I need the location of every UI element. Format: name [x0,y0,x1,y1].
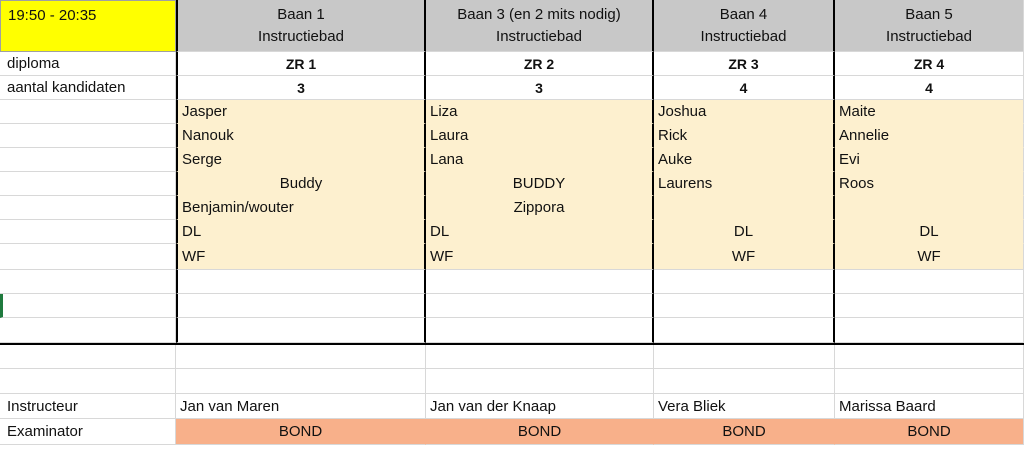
empty-cell[interactable] [0,294,176,318]
empty-cell[interactable] [835,369,1024,394]
instructeur-label: Instructeur [7,397,78,415]
empty-cell[interactable] [426,318,654,343]
empty-cell[interactable] [176,318,426,343]
name-cell[interactable] [654,172,835,196]
name-cell[interactable] [426,124,654,148]
diploma-label-cell[interactable] [0,52,176,76]
examinator-cell[interactable] [426,419,654,445]
candidate-name: Serge [182,151,223,168]
empty-cell[interactable] [654,369,835,394]
empty-cell[interactable] [835,318,1024,343]
candidates-cell-3[interactable] [654,76,835,100]
empty-cell[interactable] [835,270,1024,294]
lane-4-title: Baan 5 [905,6,953,23]
empty-cell[interactable] [426,294,654,318]
diploma-row [0,52,1024,76]
candidate-name: WF [430,248,454,265]
name-row-6 [0,220,1024,244]
empty-cell[interactable] [654,345,835,369]
row-label-cell[interactable] [0,124,176,148]
diploma-cell-2[interactable] [426,52,654,76]
empty-cell[interactable] [176,345,426,369]
empty-row [0,318,1024,345]
name-cell[interactable] [835,244,1024,270]
name-cell[interactable] [176,124,426,148]
instructeur-name: Jan van Maren [180,397,280,415]
examinator-label: Examinator [7,423,83,440]
candidates-count: 3 [535,79,543,96]
name-row-3 [0,148,1024,172]
empty-row [0,369,1024,394]
name-cell[interactable] [426,196,654,220]
empty-cell[interactable] [0,318,176,343]
name-cell[interactable] [426,220,654,244]
time-range-cell[interactable] [0,0,176,52]
name-row-4 [0,172,1024,196]
name-cell[interactable] [835,196,1024,220]
name-cell[interactable] [176,220,426,244]
empty-cell[interactable] [0,369,176,394]
candidates-cell-2[interactable] [426,76,654,100]
empty-cell[interactable] [426,369,654,394]
instructeur-name: Vera Bliek [658,397,726,415]
empty-cell[interactable] [0,345,176,369]
candidate-name: Joshua [658,103,707,120]
name-cell[interactable] [835,220,1024,244]
empty-row [0,270,1024,294]
candidate-name: Lana [430,151,464,168]
name-cell[interactable] [654,148,835,172]
diploma-value: ZR 3 [728,55,759,72]
candidate-name: DL [919,223,939,240]
instructeur-cell[interactable] [426,394,654,419]
diploma-label: diploma [7,55,60,72]
examinator-value: BOND [722,423,766,440]
candidate-name: Maite [839,103,876,120]
name-cell[interactable] [176,196,426,220]
empty-cell[interactable] [654,270,835,294]
lane-3-title: Baan 4 [719,6,768,23]
candidates-label: aantal kandidaten [7,79,126,96]
candidate-name: Liza [430,103,458,120]
candidate-name: Zippora [513,199,565,216]
candidate-name: Evi [839,151,860,168]
lane-4-pool: Instructiebad [886,28,972,45]
row-label-cell[interactable] [0,172,176,196]
row-label-cell[interactable] [0,196,176,220]
instructeur-cell[interactable] [654,394,835,419]
name-cell[interactable] [654,124,835,148]
name-cell[interactable] [835,124,1024,148]
candidates-count: 4 [925,79,933,96]
empty-row [0,294,1024,318]
lane-2-title: Baan 3 (en 2 mits nodig) [457,6,621,23]
name-row-7 [0,244,1024,270]
examinator-label-cell[interactable] [0,419,176,445]
candidates-label-cell[interactable] [0,76,176,100]
candidate-name: Laurens [658,175,713,192]
empty-cell[interactable] [835,345,1024,369]
instructeur-name: Marissa Baard [839,397,936,415]
candidates-count: 4 [739,79,748,96]
instructeur-row [0,394,1024,419]
row-label-cell[interactable] [0,244,176,270]
empty-cell[interactable] [654,318,835,343]
name-cell[interactable] [654,244,835,270]
name-row-2 [0,124,1024,148]
examinator-row [0,419,1024,445]
name-cell[interactable] [426,244,654,270]
header-lane-2[interactable] [426,0,654,52]
time-range-text: 19:50 - 20:35 [8,7,97,24]
name-cell[interactable] [176,148,426,172]
lane-2-pool: Instructiebad [496,28,582,45]
diploma-value: ZR 1 [285,55,317,72]
candidates-count: 3 [297,79,305,96]
examinator-cell[interactable] [654,419,835,445]
candidate-name: WF [917,248,941,265]
name-cell[interactable] [654,196,835,220]
candidate-name: DL [733,223,754,240]
empty-cell[interactable] [176,270,426,294]
candidate-name: Rick [658,127,688,144]
candidate-name: Laura [430,127,469,144]
diploma-cell-1[interactable] [176,52,426,76]
header-row [0,0,1024,52]
name-cell[interactable] [426,172,654,196]
candidate-name: WF [182,248,206,265]
examinator-cell[interactable] [176,419,426,445]
empty-cell[interactable] [426,270,654,294]
instructeur-cell[interactable] [176,394,426,419]
lane-1-pool: Instructiebad [258,28,344,45]
diploma-value: ZR 2 [523,55,555,72]
name-cell[interactable] [176,100,426,124]
candidate-name: Annelie [839,127,890,144]
candidates-cell-4[interactable] [835,76,1024,100]
empty-cell[interactable] [654,294,835,318]
candidate-name: DL [430,223,450,240]
candidate-name: Benjamin/wouter [182,199,294,216]
row-label-cell[interactable] [0,148,176,172]
empty-cell[interactable] [176,369,426,394]
examinator-value: BOND [517,423,562,440]
examinator-value: BOND [278,423,323,440]
name-cell[interactable] [426,148,654,172]
candidate-name: Auke [658,151,693,168]
name-cell[interactable] [835,100,1024,124]
diploma-cell-3[interactable] [654,52,835,76]
name-row-5 [0,196,1024,220]
instructeur-cell[interactable] [835,394,1024,419]
name-cell[interactable] [176,244,426,270]
lane-3-pool: Instructiebad [700,28,787,45]
name-cell[interactable] [654,100,835,124]
instructeur-label-cell[interactable] [0,394,176,419]
row-label-cell[interactable] [0,220,176,244]
name-cell[interactable] [654,220,835,244]
buddy-label: Buddy [279,175,323,192]
name-cell[interactable] [835,172,1024,196]
candidates-row [0,76,1024,100]
examinator-cell[interactable] [835,419,1024,445]
candidate-name: DL [182,223,202,240]
candidate-name: Nanouk [182,127,234,144]
header-lane-3[interactable] [654,0,835,52]
candidates-cell-1[interactable] [176,76,426,100]
diploma-cell-4[interactable] [835,52,1024,76]
name-cell[interactable] [426,100,654,124]
header-lane-1[interactable] [176,0,426,52]
header-lane-4[interactable] [835,0,1024,52]
name-cell[interactable] [176,172,426,196]
empty-row [0,345,1024,369]
row-label-cell[interactable] [0,100,176,124]
name-cell[interactable] [835,148,1024,172]
empty-cell[interactable] [0,270,176,294]
empty-cell[interactable] [835,294,1024,318]
candidate-name: WF [731,248,756,265]
empty-cell[interactable] [176,294,426,318]
examinator-value: BOND [907,423,951,440]
empty-cell[interactable] [426,345,654,369]
buddy-label: BUDDY [512,175,566,192]
candidate-name: Roos [839,175,875,192]
candidate-name: Jasper [182,103,228,120]
name-row-1 [0,100,1024,124]
instructeur-name: Jan van der Knaap [430,397,556,415]
diploma-value: ZR 4 [913,55,945,72]
lane-1-title: Baan 1 [277,6,325,23]
